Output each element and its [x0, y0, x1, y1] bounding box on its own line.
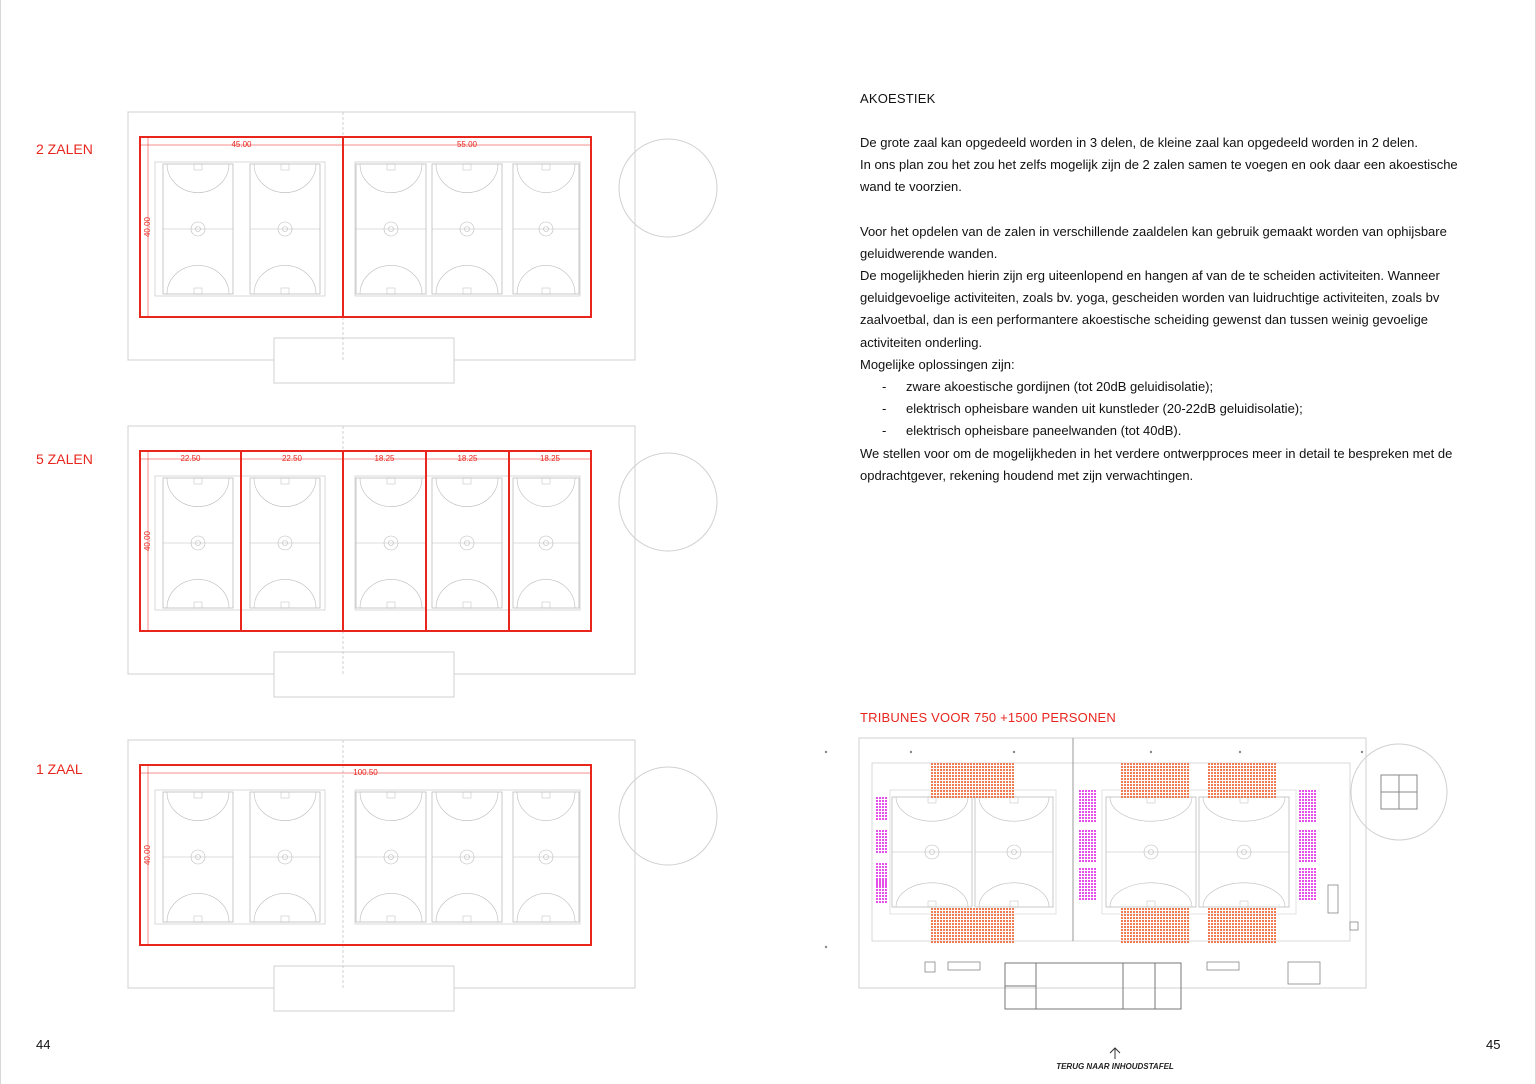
dimension-label: 40.00 [143, 844, 152, 866]
page-number-right: 45 [1486, 1037, 1501, 1052]
back-to-contents-link[interactable] [1040, 1046, 1190, 1071]
dimension-label: 100.50 [353, 768, 378, 777]
paragraph: Mogelijke oplossingen zijn: [860, 356, 1015, 372]
plan-label-5-zalen: 5 ZALEN [36, 451, 93, 467]
hall-plan [128, 426, 717, 697]
paragraph: In ons plan zou het zou het zelfs mogelijk zijn de 2 zalen samen te voegen en ook daar een akoestische wand te voorzien. [860, 157, 1458, 195]
solutions-list [860, 376, 1460, 443]
dimension-label: 40.00 [143, 216, 152, 238]
plan-label-1-zaal: 1 ZAAL [36, 761, 83, 777]
hall-plan [128, 112, 717, 383]
plan-label-2-zalen: 2 ZALEN [36, 141, 93, 157]
tribune-plan [825, 738, 1447, 1009]
dimension-label: 45.00 [231, 140, 252, 149]
dimension-label: 18.25 [539, 454, 561, 463]
dimension-label: 18.25 [457, 454, 478, 463]
paragraph: We stellen voor om de mogelijkheden in het verdere ontwerpproces meer in detail te bespreken met de opdrachtgever, rekening houdend met zijn verwachtingen. [860, 445, 1453, 483]
page-number-left: 44 [36, 1037, 51, 1052]
dimension-label: 22.50 [180, 454, 201, 463]
dimension-label: 55.00 [456, 140, 478, 149]
list-item: - zware akoestische gordijnen (tot 20dB geluidisolatie); [860, 376, 1460, 398]
paragraph: De mogelijkheden hierin zijn erg uiteenlopend en hangen af van de te scheiden activiteiten. Wanneer geluidgevoelige activiteiten, zoals bv. yoga, gescheiden worden van luidruchtige activiteiten, zoals bv zaalvoetbal, dan is een performantere akoestische scheiding gewenst dan tussen weinig gevoelige activiteiten onderling. [860, 268, 1440, 350]
hall-plan [128, 740, 717, 1011]
dimension-label: 22.50 [281, 454, 303, 463]
paragraph: Voor het opdelen van de zalen in verschillende zaaldelen kan gebruik gemaakt worden van ophijsbare geluidwerende wanden. [860, 223, 1447, 261]
list-item: - elektrisch opheisbare wanden uit kunstleder (20-22dB geluidisolatie); [860, 398, 1460, 420]
tribune-heading: TRIBUNES VOOR 750 +1500 PERSONEN [860, 710, 1117, 725]
dimension-label: 18.25 [374, 454, 395, 463]
acoustics-text [860, 132, 1460, 487]
arrow-up-icon [1108, 1046, 1122, 1060]
dimension-label: 40.00 [143, 530, 152, 552]
list-item: - elektrisch opheisbare paneelwanden (tot 40dB). [860, 420, 1460, 442]
section-title: AKOESTIEK [860, 91, 936, 106]
paragraph: De grote zaal kan opgedeeld worden in 3 delen, de kleine zaal kan opgedeeld worden in 2 delen. [860, 135, 1418, 150]
back-to-contents-label: TERUG NAAR INHOUDSTAFEL [1056, 1062, 1174, 1071]
